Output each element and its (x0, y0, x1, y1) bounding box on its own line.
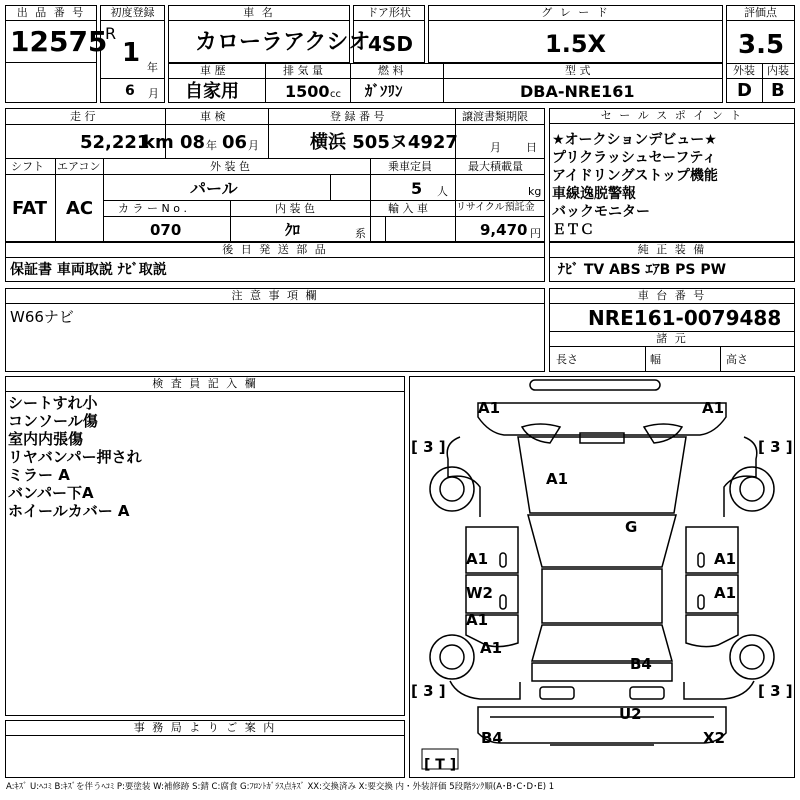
inspector-item: ミラー A (8, 466, 70, 484)
displacement: 1500 (285, 82, 330, 101)
tire-fl: [ 3 ] (411, 438, 446, 456)
mark-rear-bumper: U2 (619, 705, 642, 723)
sales-item: ＥＴＣ (552, 222, 594, 238)
transfer-day-unit: 日 (526, 141, 537, 154)
tire-rr: [ 3 ] (758, 682, 793, 700)
month-unit: 月 (148, 87, 159, 100)
int-color: ｸﾛ (285, 221, 301, 239)
inspect-month-unit: 月 (248, 139, 259, 152)
era: R (105, 24, 117, 43)
score-label: 評価点 (727, 6, 794, 21)
transfer-label: 譲渡書類期限 (462, 110, 528, 123)
grade: 1.5X (545, 30, 607, 58)
car-name: カローラアクシオ (195, 30, 371, 55)
mark-rr-corner: X2 (703, 729, 726, 747)
recycle: 9,470 (480, 221, 528, 239)
load-unit: kg (528, 185, 542, 198)
reg-month: 6 (125, 83, 135, 99)
mark-roof: G (625, 518, 638, 536)
mark-r-rear-door: A1 (714, 584, 737, 602)
history-label: 車 歴 (200, 64, 226, 77)
sales-item: アイドリングストップ機能 (552, 168, 718, 184)
year-unit: 年 (147, 61, 158, 74)
parts-text: 保証書 車両取説 ﾅﾋﾞ取説 (10, 262, 167, 278)
disp-label: 排 気 量 (283, 64, 323, 77)
mark-rl-corner: B4 (481, 729, 503, 747)
plate-label: 登 録 番 号 (330, 110, 385, 123)
mileage-unit: km (143, 132, 174, 153)
mileage-label: 走 行 (70, 110, 96, 123)
notes-label: 注 意 事 項 欄 (6, 289, 544, 304)
mark-fl-corner: A1 (478, 399, 501, 417)
width-label: 幅 (650, 353, 661, 366)
door-type: 4SD (368, 32, 413, 56)
chassis-number: NRE161-0079488 (588, 306, 782, 330)
ext-label: 外装 (733, 64, 755, 77)
transfer-month-unit: 月 (490, 141, 501, 154)
inspector-label: 検 査 員 記 入 欄 (6, 377, 404, 392)
tire-rl: [ 3 ] (411, 682, 446, 700)
office-label: 事 務 局 よ り ご 案 内 (6, 721, 404, 736)
recycle-label: リサイクル預託金 (456, 202, 535, 213)
inspector-item: リヤバンパー押され (8, 448, 142, 466)
inspector-item: バンパー下A (8, 484, 94, 502)
grade-label: グ レ ー ド (429, 6, 722, 21)
sales-list (552, 131, 718, 239)
inspect-label: 車 検 (200, 110, 226, 123)
sales-item: プリクラッシュセーフティ (552, 150, 717, 166)
shift-label: シフト (11, 160, 44, 173)
capacity-unit: 人 (437, 185, 448, 198)
equip-label: 純 正 装 備 (550, 243, 794, 258)
mark-hood: A1 (546, 470, 569, 488)
mark-l-front-door: A1 (466, 550, 489, 568)
int-color-label: 内 装 色 (275, 202, 315, 215)
int-color-unit: 系 (355, 227, 366, 240)
color-no-label: カ ラ ー N o . (118, 202, 187, 215)
fuel-label: 燃 料 (378, 64, 404, 77)
name-label: 車 名 (169, 6, 349, 21)
height-label: 高さ (726, 353, 748, 366)
history: 自家用 (185, 81, 239, 102)
mark-fr-corner: A1 (702, 399, 725, 417)
tire-spare: [ T ] (424, 757, 457, 773)
car-diagram (410, 377, 794, 777)
inspect-year-unit: 年 (206, 139, 217, 152)
inspector-item: コンソール傷 (8, 412, 98, 430)
sales-item: バックモニター (552, 204, 650, 220)
ext-color: パール (190, 179, 238, 198)
int-label: 内装 (767, 64, 789, 77)
mark-trunk: B4 (630, 655, 652, 673)
score: 3.5 (738, 30, 785, 60)
reg-year: 1 (122, 38, 141, 68)
legend: A:ｷｽﾞ U:ﾍｺﾐ B:ｷｽﾞを伴うﾍｺﾐ P:要塗装 W:補修跡 S:錆 C:腐食 G:ﾌﾛﾝﾄｶﾞﾗｽ点ｷｽﾞ XX:交換済み X:要交換 内・外装評価 5段階ﾗﾝｸ順(A･B･C･D･E) 1 (6, 782, 555, 792)
inspector-list (8, 394, 142, 520)
mark-l-quarter: A1 (480, 639, 503, 657)
sub-row-box (168, 63, 723, 103)
capacity: 5 (411, 179, 423, 198)
parts-label: 後 日 発 送 部 品 (6, 243, 544, 258)
mark-r-front-door: A1 (714, 550, 737, 568)
model-code: DBA-NRE161 (520, 82, 635, 101)
import-label: 輸 入 車 (388, 202, 428, 215)
sales-label: セ ー ル ス ポ イ ン ト (550, 109, 794, 124)
int-grade: B (771, 80, 785, 101)
ac: AC (66, 198, 94, 219)
notes-text: W66ナビ (10, 308, 74, 326)
load-label: 最大積載量 (468, 160, 523, 173)
ac-label: エアコン (57, 160, 101, 173)
color-label: 外 装 色 (210, 160, 250, 173)
sales-item: ★オークションデビュー★ (552, 132, 717, 148)
mark-l-rear-door: W2 (466, 584, 493, 602)
reg-label: 初度登録 (101, 6, 164, 21)
sales-item: 車線逸脱警報 (552, 186, 636, 202)
length-label: 長さ (556, 353, 578, 366)
dims-label: 諸 元 (550, 332, 794, 347)
fuel: ｶﾞｿﾘﾝ (365, 82, 403, 100)
equip-text: ﾅﾋﾞ TV ABS ｴｱB PS PW (558, 262, 727, 278)
inspect-month: 06 (222, 132, 248, 153)
mark-l-rear-door2: A1 (466, 611, 489, 629)
door-label: ドア形状 (354, 6, 424, 21)
ext-grade: D (737, 80, 752, 101)
inspect-year: 08 (180, 132, 206, 153)
mileage: 52,221 (80, 132, 150, 153)
capacity-label: 乗車定員 (388, 160, 432, 173)
shift: FAT (12, 198, 48, 219)
plate-number: 横浜 505ヌ4927 (310, 132, 458, 153)
lot-label: 出 品 番 号 (6, 6, 96, 21)
inspector-item: 室内内張傷 (8, 430, 84, 448)
tire-fr: [ 3 ] (758, 438, 793, 456)
lot-number: 12575 (10, 25, 108, 58)
recycle-unit: 円 (530, 227, 541, 240)
model-label: 型 式 (565, 64, 591, 77)
chassis-label: 車 台 番 号 (550, 289, 794, 304)
color-no: 070 (150, 221, 182, 239)
inspector-item: シートすれ小 (8, 394, 98, 412)
disp-unit: cc (330, 89, 341, 100)
spec-box (5, 108, 545, 242)
inspector-item: ホイールカバー A (8, 502, 130, 520)
